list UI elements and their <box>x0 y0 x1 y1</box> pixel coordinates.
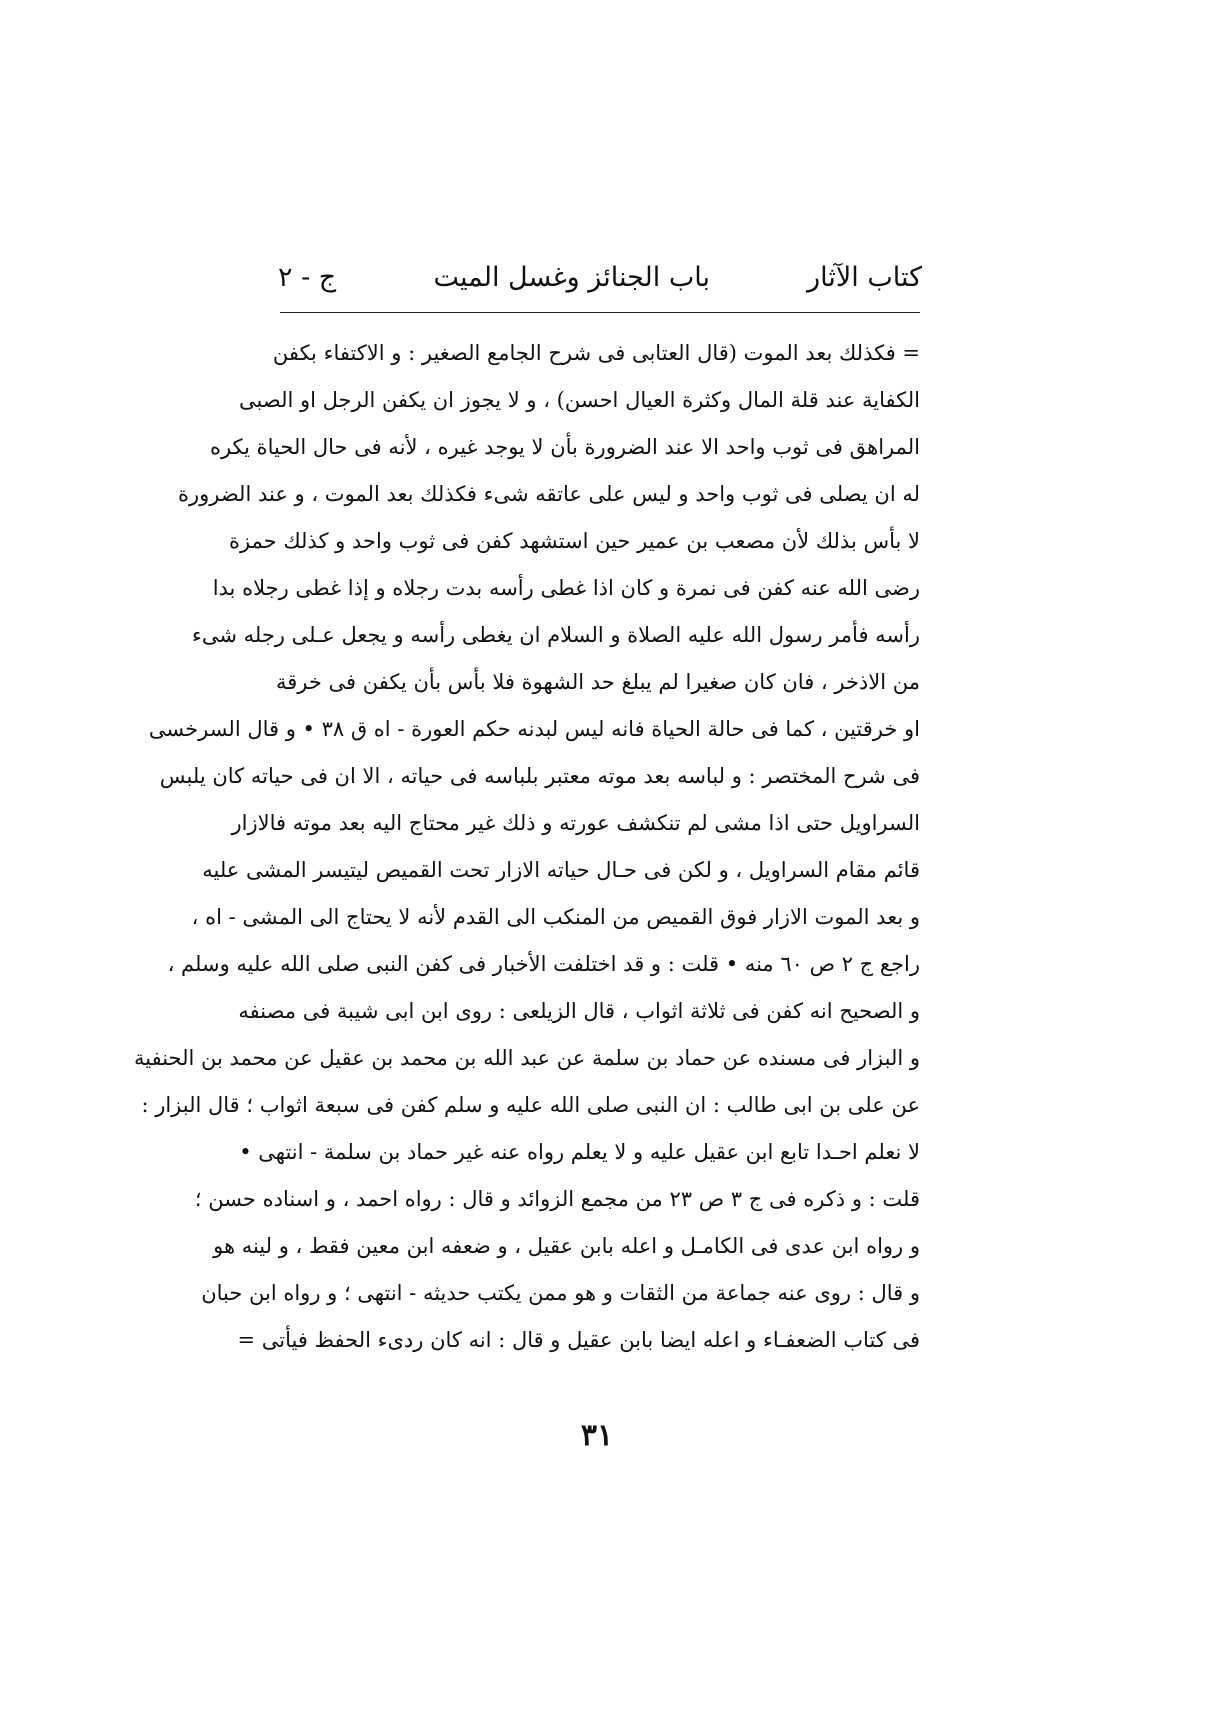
text-line: لا بأس بذلك لأن مصعب بن عمير حين استشهد كفن فى ثوب واحد و كذلك حمزة <box>228 529 920 553</box>
text-line: او خرقتين ، كما فى حالة الحياة فانه ليس لبدنه حكم العورة - اه ق ٣٨ • و قال السرخسى <box>148 717 920 741</box>
text-line: قلت : و ذكره فى ج ٣ ص ٢٣ من مجمع الزوائد و قال : رواه احمد ، و اسناده حسن ؛ <box>194 1187 920 1211</box>
text-line: و البزار فى مسنده عن حماد بن سلمة عن عبد الله بن محمد بن عقيل عن محمد بن الحنفية <box>133 1046 920 1070</box>
text-line: و بعد الموت الازار فوق القميص من المنكب الى القدم لأنه لا يحتاج الى المشى - اه ، <box>191 905 920 929</box>
text-line: الكفاية عند قلة المال وكثرة العيال احسن) ، و لا يجوز ان يكفن الرجل او الصبى <box>239 388 920 412</box>
text-line: و الصحيح انه كفن فى ثلاثة اثواب ، قال الزيلعى : روى ابن ابى شيبة فى مصنفه <box>238 999 920 1023</box>
text-line: من الاذخر ، فان كان صغيرا لم يبلغ حد الشهوة فلا بأس بأن يكفن فى خرقة <box>275 670 920 694</box>
chapter-title: باب الجنائز وغسل الميت <box>433 262 710 293</box>
footnote-text-block <box>133 330 920 1364</box>
text-line: رأسه فأمر رسول الله عليه الصلاة و السلام ان يغطى رأسه و يجعل عـلى رجله شىء <box>191 623 920 647</box>
volume-number: ج - ٢ <box>278 262 337 293</box>
text-line: و رواه ابن عدى فى الكامـل و اعله بابن عقيل ، و ضعفه ابن معين فقط ، و لينه هو <box>213 1234 920 1258</box>
running-header <box>270 258 922 302</box>
text-line: لا نعلم احـدا تابع ابن عقيل عليه و لا يعلم رواه عنه غير حماد بن سلمة - انتهى • <box>239 1140 920 1164</box>
book-title: كتاب الآثار <box>807 262 922 293</box>
text-line: عن على بن ابى طالب : ان النبى صلى الله عليه و سلم كفن فى سبعة اثواب ؛ قال البزار : <box>141 1093 920 1117</box>
text-line: له ان يصلى فى ثوب واحد و ليس على عاتقه شىء فكذلك بعد الموت ، و عند الضرورة <box>177 482 920 506</box>
text-line: فى شرح المختصر : و لباسه بعد موته معتبر بلباسه فى حياته ، الا ان فى حياته كان يلبس <box>159 764 920 788</box>
text-line: = فكذلك بعد الموت (قال العتابى فى شرح الجامع الصغير : و الاكتفاء بكفن <box>272 341 920 365</box>
text-line: رضى الله عنه كفن فى نمرة و كان اذا غطى رأسه بدت رجلاه و إذا غطى رجلاه بدا <box>212 576 920 600</box>
text-line: قائم مقام السراويل ، و لكن فى حـال حياته الازار تحت القميص ليتيسر المشى عليه <box>202 858 920 882</box>
text-line: السراويل حتى اذا مشى لم تنكشف عورته و ذلك غير محتاج اليه بعد موته فالازار <box>231 811 920 835</box>
text-line: راجع ج ٢ ص ٦٠ منه • قلت : و قد اختلفت الأخبار فى كفن النبى صلى الله عليه وسلم ، <box>167 952 920 976</box>
page-number: ٣١ <box>580 1418 614 1453</box>
text-line: فى كتاب الضعفـاء و اعله ايضا بابن عقيل و قال : انه كان ردىء الحفظ فيأتى = <box>237 1328 920 1352</box>
text-line: و قال : روى عنه جماعة من الثقات و هو ممن يكتب حديثه - انتهى ؛ و رواه ابن حبان <box>201 1281 920 1305</box>
text-line: المراهق فى ثوب واحد الا عند الضرورة بأن لا يوجد غيره ، لأنه فى حال الحياة يكره <box>209 435 920 459</box>
header-rule <box>280 312 920 313</box>
